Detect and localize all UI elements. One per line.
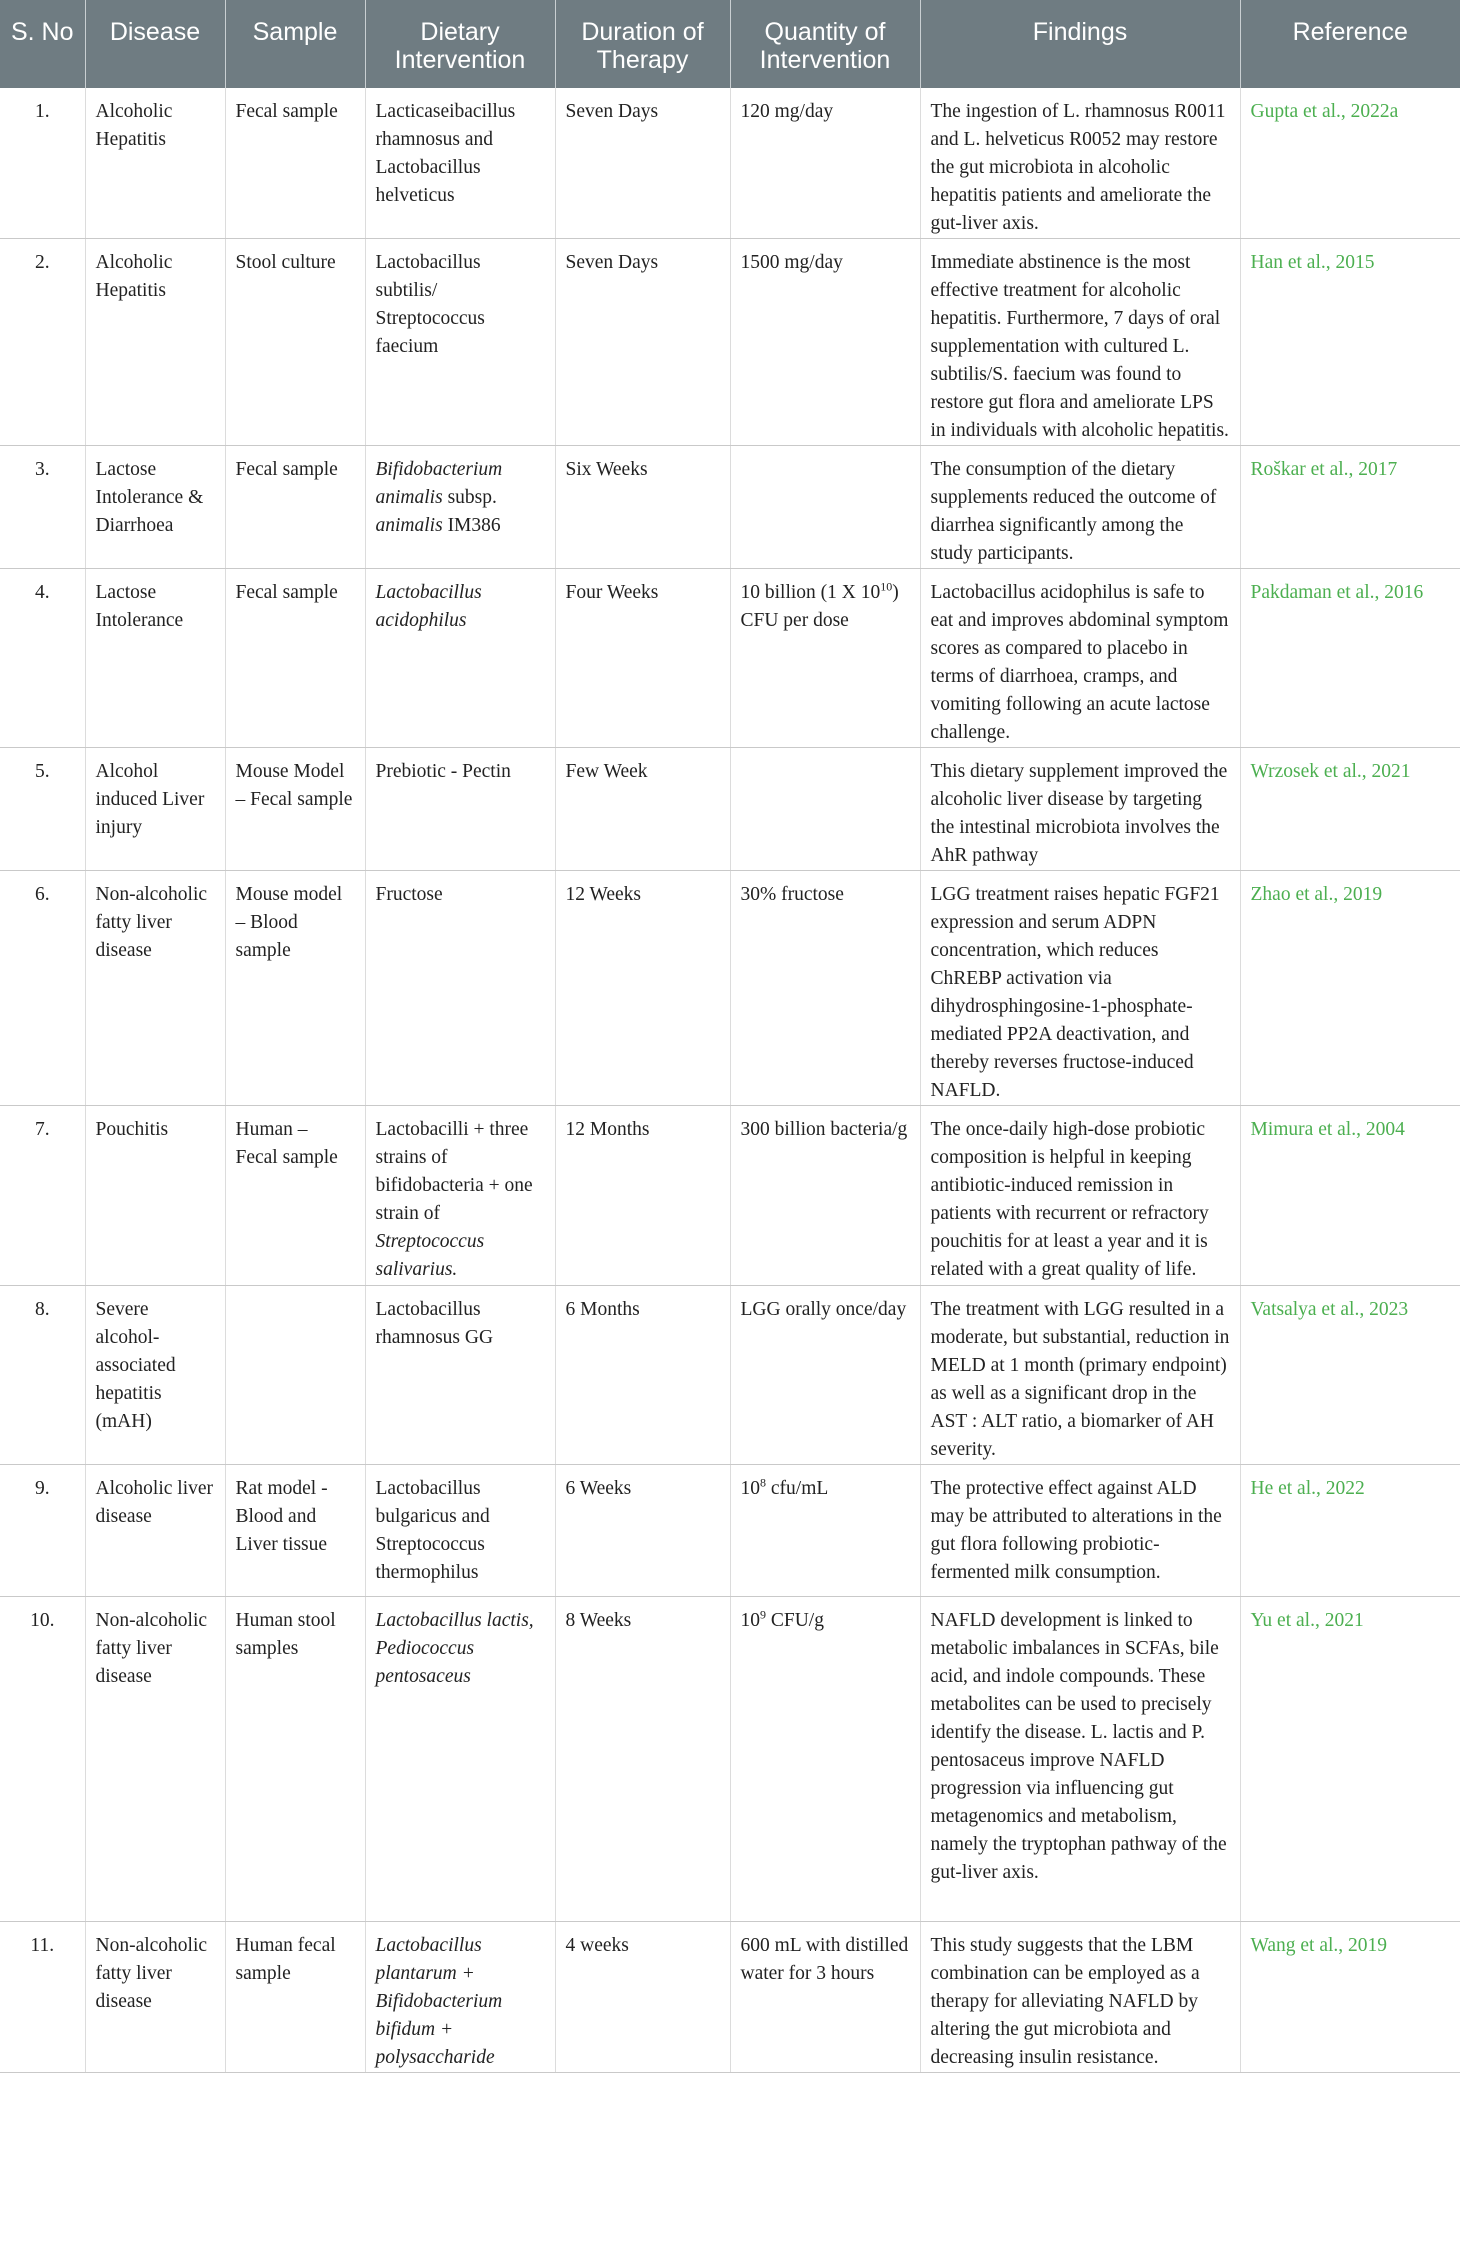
- cell-sample: Rat model - Blood and Liver tissue: [225, 1465, 365, 1597]
- cell-intervention: Prebiotic - Pectin: [365, 748, 555, 871]
- header-reference: Reference: [1240, 0, 1460, 88]
- cell-duration: 12 Months: [555, 1106, 730, 1286]
- header-disease: Disease: [85, 0, 225, 88]
- cell-findings: LGG treatment raises hepatic FGF21 expression and serum ADPN concentration, which reduces ChREBP activation via dihydrosphingosine-1-phosphate-mediated PP2A deactivation, and thereby reverses fructose-induced NAFLD.: [920, 871, 1240, 1106]
- cell-sample: Human stool samples: [225, 1597, 365, 1922]
- cell-disease: Alcoholic liver disease: [85, 1465, 225, 1597]
- table-row: [0, 871, 1460, 1106]
- cell-quantity: 30% fructose: [730, 871, 920, 1106]
- header-sno: S. No: [0, 0, 85, 88]
- cell-quantity: [730, 446, 920, 569]
- cell-duration: 4 weeks: [555, 1922, 730, 2073]
- cell-findings: NAFLD development is linked to metabolic imbalances in SCFAs, bile acid, and indole compounds. These metabolites can be used to precisely identify the disease. L. lactis and P. pentosaceus improve NAFLD progression via influencing gut metagenomics and metabolism, namely the tryptophan pathway of the gut-liver axis.: [920, 1597, 1240, 1922]
- cell-findings: The consumption of the dietary supplements reduced the outcome of diarrhea significantly among the study participants.: [920, 446, 1240, 569]
- reference-link[interactable]: Yu et al., 2021: [1240, 1597, 1460, 1922]
- cell-sno: 10.: [0, 1597, 85, 1922]
- header-findings: Findings: [920, 0, 1240, 88]
- reference-link[interactable]: Wrzosek et al., 2021: [1240, 748, 1460, 871]
- cell-findings: This dietary supplement improved the alcoholic liver disease by targeting the intestinal microbiota involves the AhR pathway: [920, 748, 1240, 871]
- table-row: [0, 88, 1460, 239]
- cell-sno: 2.: [0, 239, 85, 446]
- cell-quantity: $10^9$ CFU/g: [730, 1597, 920, 1922]
- cell-sno: 7.: [0, 1106, 85, 1286]
- cell-quantity: $10^8$ cfu/mL: [730, 1465, 920, 1597]
- cell-intervention: Fructose: [365, 871, 555, 1106]
- cell-intervention: Lactobacillus rhamnosus GG: [365, 1286, 555, 1465]
- cell-quantity: 300 billion bacteria/g: [730, 1106, 920, 1286]
- cell-findings: This study suggests that the LBM combination can be employed as a therapy for alleviating NAFLD by altering the gut microbiota and decreasing insulin resistance.: [920, 1922, 1240, 2073]
- cell-sample: Fecal sample: [225, 569, 365, 748]
- cell-duration: Four Weeks: [555, 569, 730, 748]
- cell-sno: 8.: [0, 1286, 85, 1465]
- cell-intervention: Lactobacillus lactis, Pediococcus pentosaceus: [365, 1597, 555, 1922]
- reference-link[interactable]: Mimura et al., 2004: [1240, 1106, 1460, 1286]
- cell-disease: Pouchitis: [85, 1106, 225, 1286]
- cell-sno: 6.: [0, 871, 85, 1106]
- cell-disease: Non-alcoholic fatty liver disease: [85, 871, 225, 1106]
- cell-disease: Severe alcohol-associated hepatitis (mAH): [85, 1286, 225, 1465]
- cell-findings: The once-daily high-dose probiotic composition is helpful in keeping antibiotic-induced remission in patients with recurrent or refractory pouchitis for at least a year and it is related with a great quality of life.: [920, 1106, 1240, 1286]
- reference-link[interactable]: Vatsalya et al., 2023: [1240, 1286, 1460, 1465]
- cell-duration: 8 Weeks: [555, 1597, 730, 1922]
- cell-sno: 11.: [0, 1922, 85, 2073]
- cell-quantity: 10 billion (1 X $10^{10}$) CFU per dose: [730, 569, 920, 748]
- cell-sample: Mouse Model – Fecal sample: [225, 748, 365, 871]
- cell-sample: Human fecal sample: [225, 1922, 365, 2073]
- cell-disease: Non-alcoholic fatty liver disease: [85, 1922, 225, 2073]
- reference-link[interactable]: Wang et al., 2019: [1240, 1922, 1460, 2073]
- reference-link[interactable]: He et al., 2022: [1240, 1465, 1460, 1597]
- cell-disease: Lactose Intolerance & Diarrhoea: [85, 446, 225, 569]
- cell-sample: [225, 1286, 365, 1465]
- cell-findings: Immediate abstinence is the most effective treatment for alcoholic hepatitis. Furthermore, 7 days of oral supplementation with cultured L. subtilis/S. faecium was found to restore gut flora and ameliorate LPS in individuals with alcoholic hepatitis.: [920, 239, 1240, 446]
- cell-quantity: LGG orally once/day: [730, 1286, 920, 1465]
- cell-findings: Lactobacillus acidophilus is safe to eat and improves abdominal symptom scores as compared to placebo in terms of diarrhoea, cramps, and vomiting following an acute lactose challenge.: [920, 569, 1240, 748]
- reference-link[interactable]: Roškar et al., 2017: [1240, 446, 1460, 569]
- reference-link[interactable]: Pakdaman et al., 2016: [1240, 569, 1460, 748]
- cell-quantity: 600 mL with distilled water for 3 hours: [730, 1922, 920, 2073]
- header-duration: Duration of Therapy: [555, 0, 730, 88]
- cell-quantity: [730, 748, 920, 871]
- cell-disease: Lactose Intolerance: [85, 569, 225, 748]
- cell-disease: Alcoholic Hepatitis: [85, 88, 225, 239]
- table-row: [0, 1922, 1460, 2073]
- header-intervention: Dietary Intervention: [365, 0, 555, 88]
- table-row: [0, 569, 1460, 748]
- table-row: [0, 1597, 1460, 1922]
- cell-sno: 1.: [0, 88, 85, 239]
- cell-findings: The ingestion of L. rhamnosus R0011 and L. helveticus R0052 may restore the gut microbiota in alcoholic hepatitis patients and ameliorate the gut-liver axis.: [920, 88, 1240, 239]
- cell-disease: Alcoholic Hepatitis: [85, 239, 225, 446]
- cell-intervention: Lactobacillus subtilis/ Streptococcus faecium: [365, 239, 555, 446]
- cell-findings: The protective effect against ALD may be attributed to alterations in the gut flora following probiotic-fermented milk consumption.: [920, 1465, 1240, 1597]
- table-row: [0, 1106, 1460, 1286]
- cell-sno: 5.: [0, 748, 85, 871]
- cell-quantity: 120 mg/day: [730, 88, 920, 239]
- cell-intervention: Lactobacillus bulgaricus and Streptococcus thermophilus: [365, 1465, 555, 1597]
- table-row: [0, 1465, 1460, 1597]
- cell-sample: Fecal sample: [225, 446, 365, 569]
- cell-disease: Alcohol induced Liver injury: [85, 748, 225, 871]
- cell-sno: 4.: [0, 569, 85, 748]
- cell-duration: Seven Days: [555, 88, 730, 239]
- cell-duration: 12 Weeks: [555, 871, 730, 1106]
- table-row: [0, 1286, 1460, 1465]
- cell-intervention: Lacticaseibacillus rhamnosus and Lactobacillus helveticus: [365, 88, 555, 239]
- cell-duration: 6 Months: [555, 1286, 730, 1465]
- cell-findings: The treatment with LGG resulted in a moderate, but substantial, reduction in MELD at 1 month (primary endpoint) as well as a significant drop in the AST : ALT ratio, a biomarker of AH severity.: [920, 1286, 1240, 1465]
- cell-duration: 6 Weeks: [555, 1465, 730, 1597]
- cell-duration: Six Weeks: [555, 446, 730, 569]
- header-row: [0, 0, 1460, 88]
- reference-link[interactable]: Zhao et al., 2019: [1240, 871, 1460, 1106]
- cell-sno: 3.: [0, 446, 85, 569]
- cell-sno: 9.: [0, 1465, 85, 1597]
- header-sample: Sample: [225, 0, 365, 88]
- cell-duration: Few Week: [555, 748, 730, 871]
- cell-intervention: Bifidobacterium animalis subsp. animalis IM386: [365, 446, 555, 569]
- reference-link[interactable]: Han et al., 2015: [1240, 239, 1460, 446]
- cell-sample: Fecal sample: [225, 88, 365, 239]
- table-row: [0, 446, 1460, 569]
- cell-intervention: Lactobacillus acidophilus: [365, 569, 555, 748]
- cell-quantity: 1500 mg/day: [730, 239, 920, 446]
- cell-disease: Non-alcoholic fatty liver disease: [85, 1597, 225, 1922]
- cell-sample: Stool culture: [225, 239, 365, 446]
- cell-duration: Seven Days: [555, 239, 730, 446]
- reference-link[interactable]: Gupta et al., 2022a: [1240, 88, 1460, 239]
- table-row: [0, 239, 1460, 446]
- cell-intervention: Lactobacilli + three strains of bifidobacteria + one strain of Streptococcus salivarius.: [365, 1106, 555, 1286]
- cell-sample: Mouse model – Blood sample: [225, 871, 365, 1106]
- header-quantity: Quantity of Intervention: [730, 0, 920, 88]
- cell-intervention: Lactobacillus plantarum + Bifidobacterium bifidum + polysaccharide: [365, 1922, 555, 2073]
- table-row: [0, 748, 1460, 871]
- cell-sample: Human – Fecal sample: [225, 1106, 365, 1286]
